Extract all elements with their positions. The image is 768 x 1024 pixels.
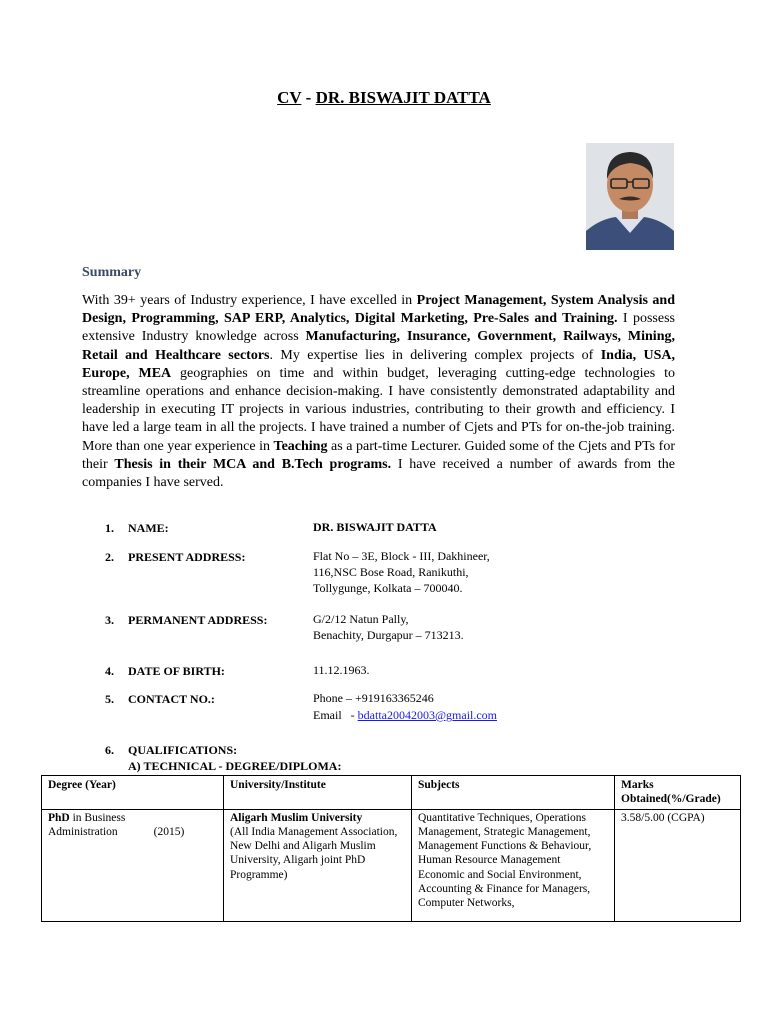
cell-degree: [42, 809, 224, 921]
summary-text-run: geographies on time and within budget, leveraging cutting-edge technologies to streamline operations and enhance decision-making. I have consistently demonstrated adaptability and leadership in executing IT projects in various industries, contributing to their growth and efficiency. I have led a large team in all the projects. I have trained a number of Cjets and PTs for on-the-job training. More than one year experience in: [82, 365, 676, 454]
summary-highlight: India, USA, Europe, MEA: [82, 347, 675, 381]
summary-highlight: Project Management, System Analysis and Design, Programming, SAP ERP, Analytics, Digital Marketing, Pre-Sales and Training.: [82, 293, 675, 327]
qualifications-table: [41, 775, 741, 922]
summary-text-run: I have received a number of awards from the companies I have served.: [82, 456, 675, 491]
cell-subjects: Quantitative Techniques, Operations Management, Strategic Management, Management Functions & Behaviour, Human Resource Management Economic and Social Environment, Accounting & Finance for Managers, Computer Networks,: [412, 809, 615, 921]
contact-phone: Phone – +919163365246: [313, 691, 434, 705]
dob-label: DATE OF BIRTH:: [128, 664, 225, 678]
cv-title-separator: -: [301, 88, 316, 107]
profile-photo: [586, 143, 674, 250]
degree-name: PhD: [48, 811, 70, 824]
header-degree: Degree (Year): [42, 776, 224, 810]
name-value: DR. BISWAJIT DATTA: [313, 520, 437, 534]
header-marks: Marks Obtained(%/Grade): [615, 776, 741, 810]
summary-highlight: Thesis in their MCA and B.Tech programs.: [114, 456, 392, 472]
degree-year: (2015): [153, 825, 185, 838]
degree-field-line2: Administration: [48, 825, 118, 838]
contact-email-row: [313, 707, 497, 724]
item-number: 2.: [105, 550, 114, 564]
summary-text-run: I possess extensive Industry knowledge across: [82, 311, 675, 345]
university-name: Aligarh Muslim University: [230, 811, 363, 824]
cv-title-name: DR. BISWAJIT DATTA: [315, 88, 491, 107]
cv-title-label: CV: [277, 88, 302, 107]
profile-photo-image: [586, 143, 674, 250]
qualifications-label: QUALIFICATIONS:: [128, 743, 238, 757]
summary-heading: Summary: [82, 265, 142, 280]
contact-email-link[interactable]: bdatta20042003@gmail.com: [357, 708, 498, 722]
contact-email-prefix: Email -: [313, 708, 358, 722]
summary-highlight: Manufacturing, Insurance, Government, Railways, Mining, Retail and Healthcare sectors: [82, 329, 675, 363]
item-number: 3.: [105, 613, 114, 627]
item-number: 5.: [105, 692, 114, 706]
summary-highlight: Teaching: [273, 438, 328, 454]
contact-label: CONTACT NO.:: [128, 692, 215, 706]
table-header-row: [42, 776, 741, 810]
summary-text-run: . My expertise lies in delivering complex projects of: [269, 347, 601, 363]
present-address-line-3: Tollygunge, Kolkata – 700040.: [313, 581, 463, 595]
item-number: 1.: [105, 521, 114, 535]
cv-title: [0, 88, 768, 108]
present-address-label: PRESENT ADDRESS:: [128, 550, 246, 564]
name-label: NAME:: [128, 521, 169, 535]
item-number: 4.: [105, 664, 114, 678]
present-address-line-2: 116,NSC Bose Road, Ranikuthi,: [313, 565, 469, 579]
degree-field: in Business: [69, 811, 126, 824]
permanent-address-line-2: Benachity, Durgapur – 713213.: [313, 628, 464, 642]
permanent-address-label: PERMANENT ADDRESS:: [128, 613, 268, 627]
cell-university: [224, 809, 412, 921]
header-subjects: Subjects: [412, 776, 615, 810]
summary-paragraph: [82, 292, 675, 492]
item-number: 6.: [105, 743, 114, 757]
present-address-line-1: Flat No – 3E, Block - III, Dakhineer,: [313, 549, 490, 563]
summary-text-run: as a part-time Lecturer. Guided some of the Cjets and PTs for their: [82, 438, 675, 472]
header-university: University/Institute: [224, 776, 412, 810]
dob-value: 11.12.1963.: [313, 663, 370, 677]
university-details: (All India Management Association, New Delhi and Aligarh Muslim University, Aligarh joint PhD Programme): [230, 825, 398, 881]
technical-degree-subheading: A) TECHNICAL - DEGREE/DIPLOMA:: [128, 759, 342, 773]
cell-marks: 3.58/5.00 (CGPA): [615, 809, 741, 921]
permanent-address-line-1: G/2/12 Natun Pally,: [313, 612, 409, 626]
table-row: [42, 809, 741, 921]
summary-text-run: With 39+ years of Industry experience, I have excelled in: [82, 293, 417, 308]
